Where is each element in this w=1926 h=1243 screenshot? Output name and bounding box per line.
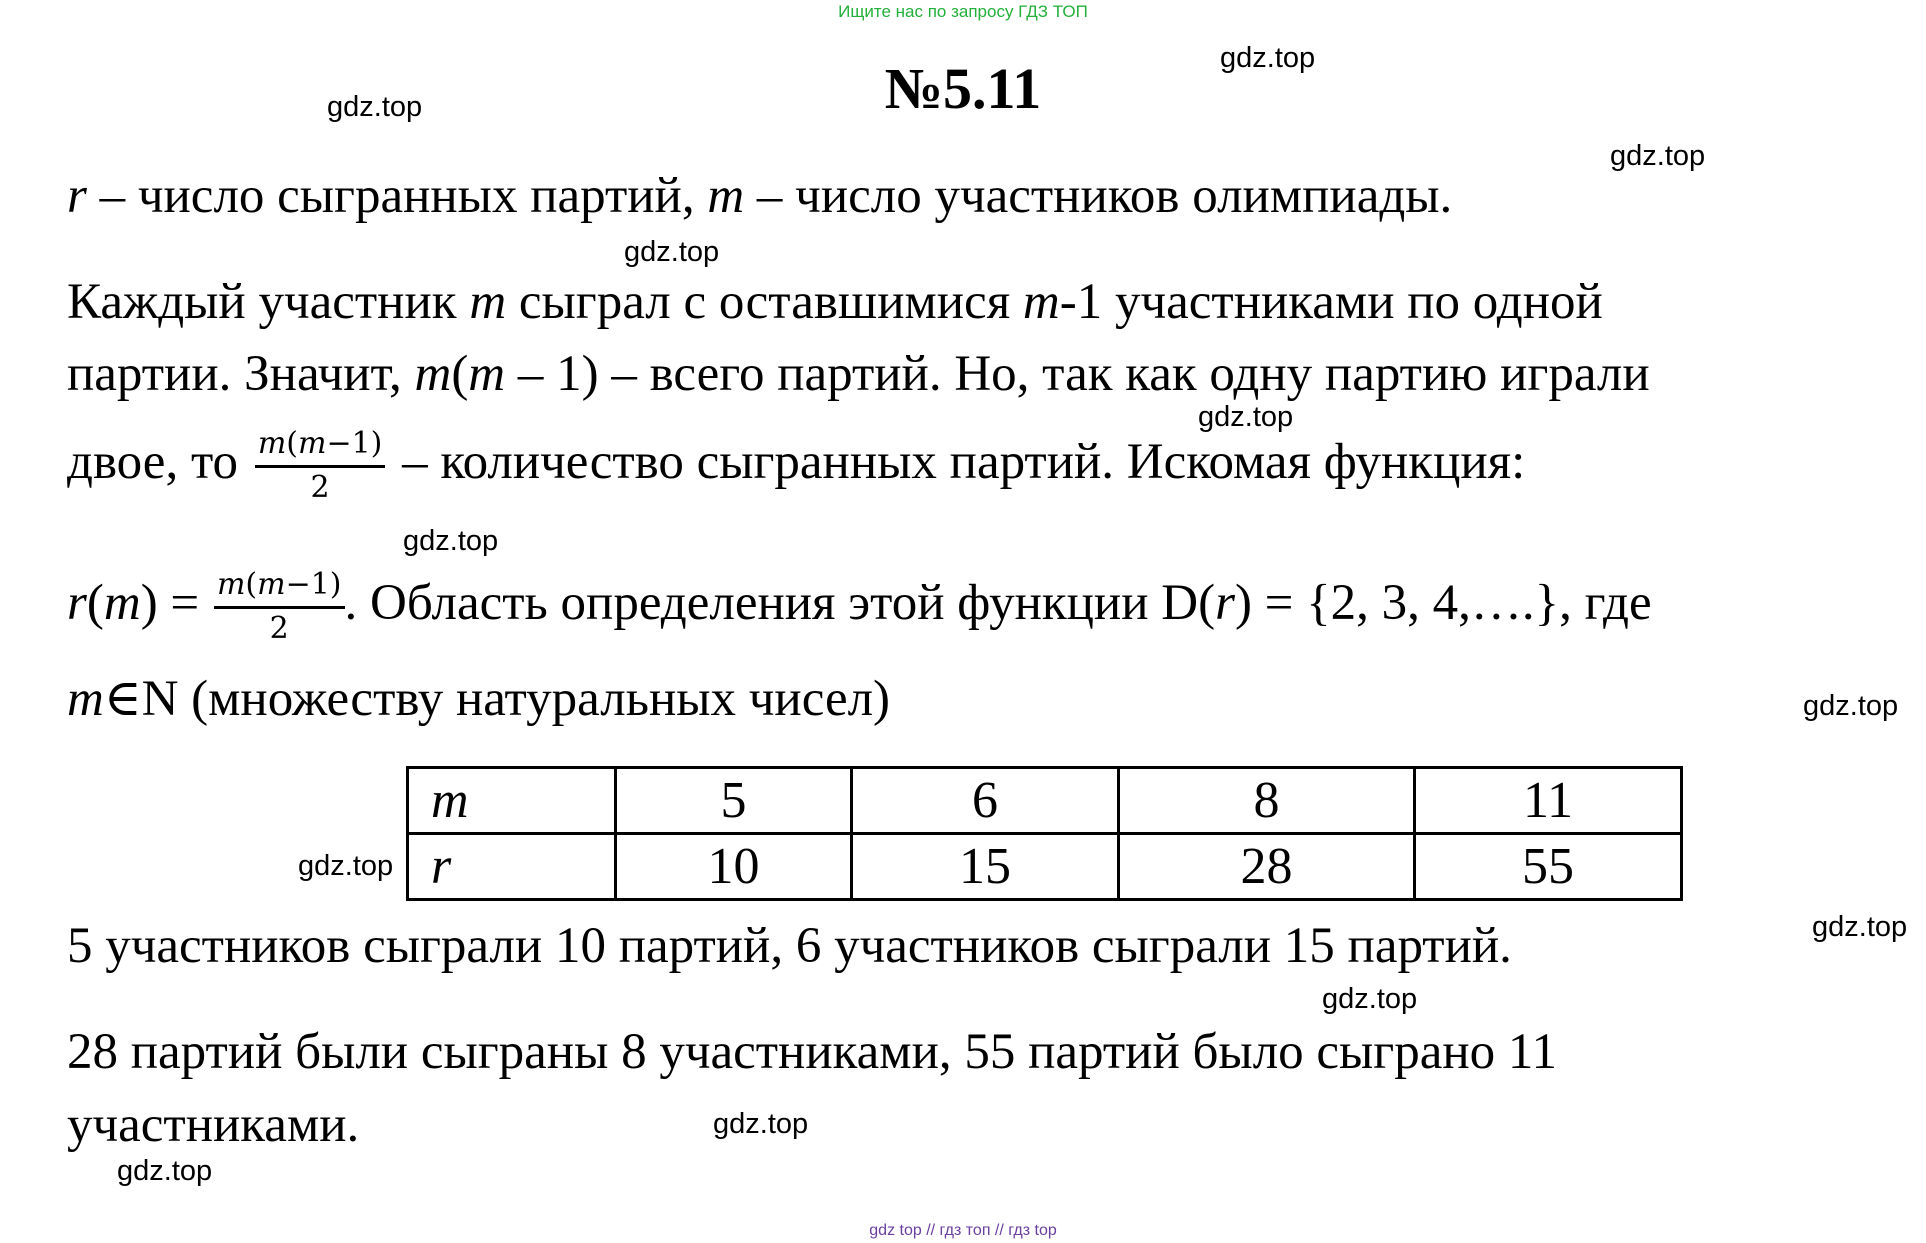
var-m: m — [468, 346, 506, 402]
text-line-7: 5 участников сыграли 10 партий, 6 участников сыграли 15 партий. — [67, 918, 1512, 974]
text-fragment: ) = — [140, 575, 200, 631]
watermark: gdz.top — [713, 1108, 809, 1140]
table-header-r: r — [408, 834, 616, 900]
text-fragment: Каждый участник — [67, 274, 470, 330]
watermark: gdz.top — [403, 525, 499, 557]
table-cell: 55 — [1415, 834, 1682, 900]
text-fragment: сыграл с оставшимися — [506, 274, 1023, 330]
text-fragment: – 1) – всего партий. Но, так как одну партию играли — [505, 346, 1650, 402]
var-m: m — [67, 671, 104, 727]
table-cell: 10 — [616, 834, 852, 900]
text-line-9: участниками. — [67, 1097, 360, 1153]
watermark: gdz.top — [624, 236, 720, 268]
text-fragment: ( — [451, 346, 469, 402]
table-cell: 8 — [1119, 768, 1415, 834]
problem-title: №5.11 — [884, 56, 1042, 121]
table-cell: 28 — [1119, 834, 1415, 900]
text-line-3 — [67, 344, 1650, 404]
var-r: r — [1215, 575, 1235, 631]
table-cell: 15 — [852, 834, 1119, 900]
watermark: gdz.top — [327, 91, 423, 123]
fraction-numerator: m(m−1) — [255, 427, 386, 468]
text-fragment: -1 участниками по одной — [1059, 274, 1603, 330]
watermark: gdz.top — [117, 1155, 213, 1187]
watermark: gdz.top — [1198, 401, 1294, 433]
table-cell: 11 — [1415, 768, 1682, 834]
text-line-8: 28 партий были сыграны 8 участниками, 55 партий было сыграно 11 — [67, 1024, 1558, 1080]
text-fragment: . Область определения этой функции D( — [344, 575, 1216, 631]
fraction-numerator: m(m−1) — [214, 568, 345, 609]
text-fragment: – число участников олимпиады. — [744, 168, 1453, 224]
text-fragment: ∈N (множеству натуральных чисел) — [103, 671, 891, 727]
var-r: r — [67, 575, 87, 631]
table-row-m — [408, 768, 1682, 834]
var-m: m — [103, 575, 141, 631]
text-fragment: – количество сыгранных партий. Искомая функция: — [389, 434, 1526, 490]
text-line-4 — [67, 422, 1525, 505]
text-line-1 — [67, 166, 1452, 226]
var-r: r — [67, 168, 87, 224]
text-line-5 — [67, 563, 1652, 646]
var-m: m — [469, 274, 507, 330]
var-m: m — [414, 346, 452, 402]
table-header-m: m — [408, 768, 616, 834]
bottom-banner: gdz top // гдз топ // гдз top — [869, 1222, 1057, 1239]
watermark: gdz.top — [1803, 690, 1899, 722]
fraction-m-m-1-over-2 — [255, 427, 386, 505]
values-table — [406, 766, 1683, 901]
table-row-r — [408, 834, 1682, 900]
text-line-6 — [67, 669, 890, 729]
text-fragment: – число сыгранных партий, — [86, 168, 708, 224]
top-banner: Ищите нас по запросу ГДЗ ТОП — [838, 2, 1088, 21]
text-fragment: двое, то — [67, 434, 239, 490]
var-m: m — [707, 168, 745, 224]
text-fragment: ( — [86, 575, 104, 631]
watermark: gdz.top — [1610, 140, 1706, 172]
text-fragment: партии. Значит, — [67, 346, 415, 402]
fraction-denominator: 2 — [310, 470, 330, 506]
fraction-m-m-1-over-2 — [214, 568, 345, 646]
text-fragment: ) = {2, 3, 4,….}, где — [1234, 575, 1652, 631]
watermark: gdz.top — [1220, 42, 1316, 74]
var-m: m — [1022, 274, 1060, 330]
fraction-denominator: 2 — [269, 611, 289, 647]
watermark: gdz.top — [1322, 983, 1418, 1015]
watermark: gdz.top — [298, 850, 394, 882]
text-line-2 — [67, 272, 1603, 332]
watermark: gdz.top — [1812, 911, 1908, 943]
table-cell: 6 — [852, 768, 1119, 834]
table-cell: 5 — [616, 768, 852, 834]
